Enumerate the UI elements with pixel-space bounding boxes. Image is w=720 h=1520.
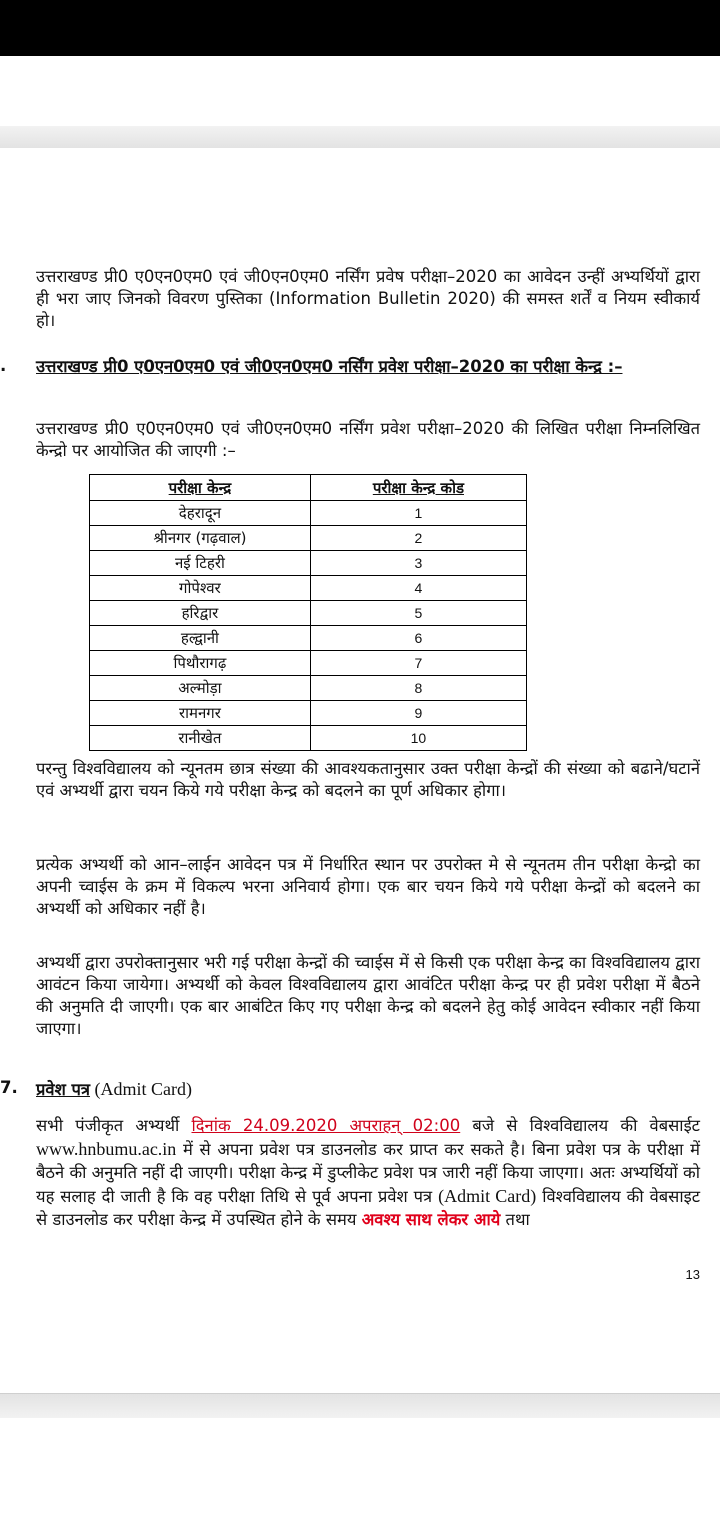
center-code: 8 — [310, 676, 526, 701]
table-row — [90, 526, 527, 551]
section-7-paragraph — [36, 1114, 700, 1232]
center-name: पिथौरागढ़ — [90, 651, 311, 676]
table-row — [90, 676, 527, 701]
center-code: 5 — [310, 601, 526, 626]
center-name: देहरादून — [90, 501, 311, 526]
admit-text-mid-3: विश्वविद्यालय की वेबसाइट से डाउनलोड कर परीक्षा केन्द्र में उपस्थित होने के समय — [36, 1186, 701, 1229]
center-name: हल्द्वानी — [90, 626, 311, 651]
center-code: 3 — [310, 551, 526, 576]
center-code: 4 — [310, 576, 526, 601]
center-name: नई टिहरी — [90, 551, 311, 576]
viewer-background — [0, 56, 720, 126]
center-name: हरिद्वार — [90, 601, 311, 626]
section-6-paragraph-1: परन्तु विश्वविद्यालय को न्यूनतम छात्र संख्या की आवश्यकतानुसार उक्त परीक्षा केन्द्रों की संख्या को बढाने/घटानें एवं अभ्यर्थी द्वारा चयन किये गये परीक्षा केन्द्र को बदलने का पूर्ण अधिकार होगा। — [36, 759, 700, 800]
admit-date: दिनांक 24.09.2020 अपराहन् 02:00 — [191, 1116, 461, 1135]
table-row — [90, 501, 527, 526]
page-separator-top — [0, 126, 720, 149]
section-6-paragraph-2: प्रत्येक अभ्यर्थी को आन–लाईन आवेदन पत्र में निर्धारित स्थान पर उपरोक्त मे से न्यूनतम तीन परीक्षा केन्द्रो का अपनी च्वाईस के क्रम में विकल्प भरना अनिवार्य होगा। एक बार चयन किये गये परीक्षा केन्द्रों को बदलने का अभ्यर्थी को अधिकार नहीं है। — [36, 855, 700, 918]
website-link[interactable]: www.hnbumu.ac.in — [36, 1138, 177, 1159]
table-row — [90, 726, 527, 751]
table-row — [90, 551, 527, 576]
section-6-paragraph-3: अभ्यर्थी द्वारा उपरोक्तानुसार भरी गई परीक्षा केन्द्रों की च्वाईस में से किसी एक परीक्षा केन्द्र का विश्वविद्यालय द्वारा आवंटन किया जायेगा। अभ्यर्थी को केवल विश्वविद्यालय द्वारा आवंटित परीक्षा केन्द्र पर ही प्रवेश परीक्षा में बैठने की अनुमति दी जाएगी। एक बार आबंटित किए गए परीक्षा केन्द्र को बदलने हेतु कोई आवेदन स्वीकार नहीं किया जाएगा। — [36, 953, 700, 1038]
center-code: 6 — [310, 626, 526, 651]
section-6-number: . — [0, 356, 7, 375]
admit-emphasis: अवश्य साथ लेकर आये — [361, 1210, 501, 1229]
table-row — [90, 626, 527, 651]
exam-center-table — [89, 474, 527, 751]
section-7-heading: प्रवेश पत्र — [36, 1080, 91, 1099]
center-name: रामनगर — [90, 701, 311, 726]
section-6-lead: उत्तराखण्ड प्री0 ए0एन0एम0 एवं जी0एन0एम0 नर्सिंग प्रवेश परीक्षा–2020 की लिखित परीक्षा निम्नलिखित केन्द्रो पर आयोजित की जाएगी :– — [36, 419, 700, 460]
center-code: 7 — [310, 651, 526, 676]
center-code: 1 — [310, 501, 526, 526]
admit-text-start: सभी पंजीकृत अभ्यर्थी — [36, 1116, 192, 1135]
table-row — [90, 601, 527, 626]
center-name: गोपेश्वर — [90, 576, 311, 601]
status-bar — [0, 0, 720, 56]
section-7-heading-en: (Admit Card) — [90, 1079, 192, 1099]
table-row — [90, 651, 527, 676]
admit-text-end: तथा — [500, 1210, 530, 1229]
center-code: 9 — [310, 701, 526, 726]
col-header-code: परीक्षा केन्द्र कोड — [310, 475, 526, 501]
col-header-center: परीक्षा केन्द्र — [90, 475, 311, 501]
admit-text-mid-2: में से अपना प्रवेश पत्र डाउनलोड कर प्राप्त कर सकते है। बिना प्रवेश पत्र के परीक्षा में बैठने की अनुमति नहीं दी जाएगी। परीक्षा केन्द्र में डुप्लीकेट प्रवेश पत्र जारी नहीं किया जाएगा। अतः अभ्यर्थियों को यह सलाह दी जाती है कि वह परीक्षा तिथि से पूर्व अपना प्रवेश पत्र — [36, 1139, 700, 1206]
table-header-row — [90, 475, 527, 501]
admit-card-label: (Admit Card) — [438, 1185, 537, 1206]
section-7-heading-line — [36, 1078, 192, 1101]
page-number: 13 — [685, 1267, 700, 1282]
page-separator-bottom — [0, 1393, 720, 1418]
center-name: श्रीनगर (गढ़वाल) — [90, 526, 311, 551]
center-code: 10 — [310, 726, 526, 751]
center-name: अल्मोड़ा — [90, 676, 311, 701]
intro-paragraph: उत्तराखण्ड प्री0 ए0एन0एम0 एवं जी0एन0एम0 नर्सिंग प्रवेष परीक्षा–2020 का आवेदन उन्हीं अभ्यर्थियों द्वारा ही भरा जाए जिनको विवरण पुस्तिका (Information Bulletin 2020) की समस्त शर्तें व नियम स्वीकार्य हो। — [36, 267, 700, 330]
section-6-heading: उत्तराखण्ड प्री0 ए0एन0एम0 एवं जी0एन0एम0 नर्सिंग प्रवेश परीक्षा–2020 का परीक्षा केन्द्र :– — [36, 357, 623, 376]
table-row — [90, 576, 527, 601]
admit-text-mid-1: बजे से विश्वविद्यालय की वेबसाईट — [460, 1116, 700, 1135]
table-row — [90, 701, 527, 726]
center-code: 2 — [310, 526, 526, 551]
section-7-number: 7. — [0, 1078, 18, 1097]
center-name: रानीखेत — [90, 726, 311, 751]
